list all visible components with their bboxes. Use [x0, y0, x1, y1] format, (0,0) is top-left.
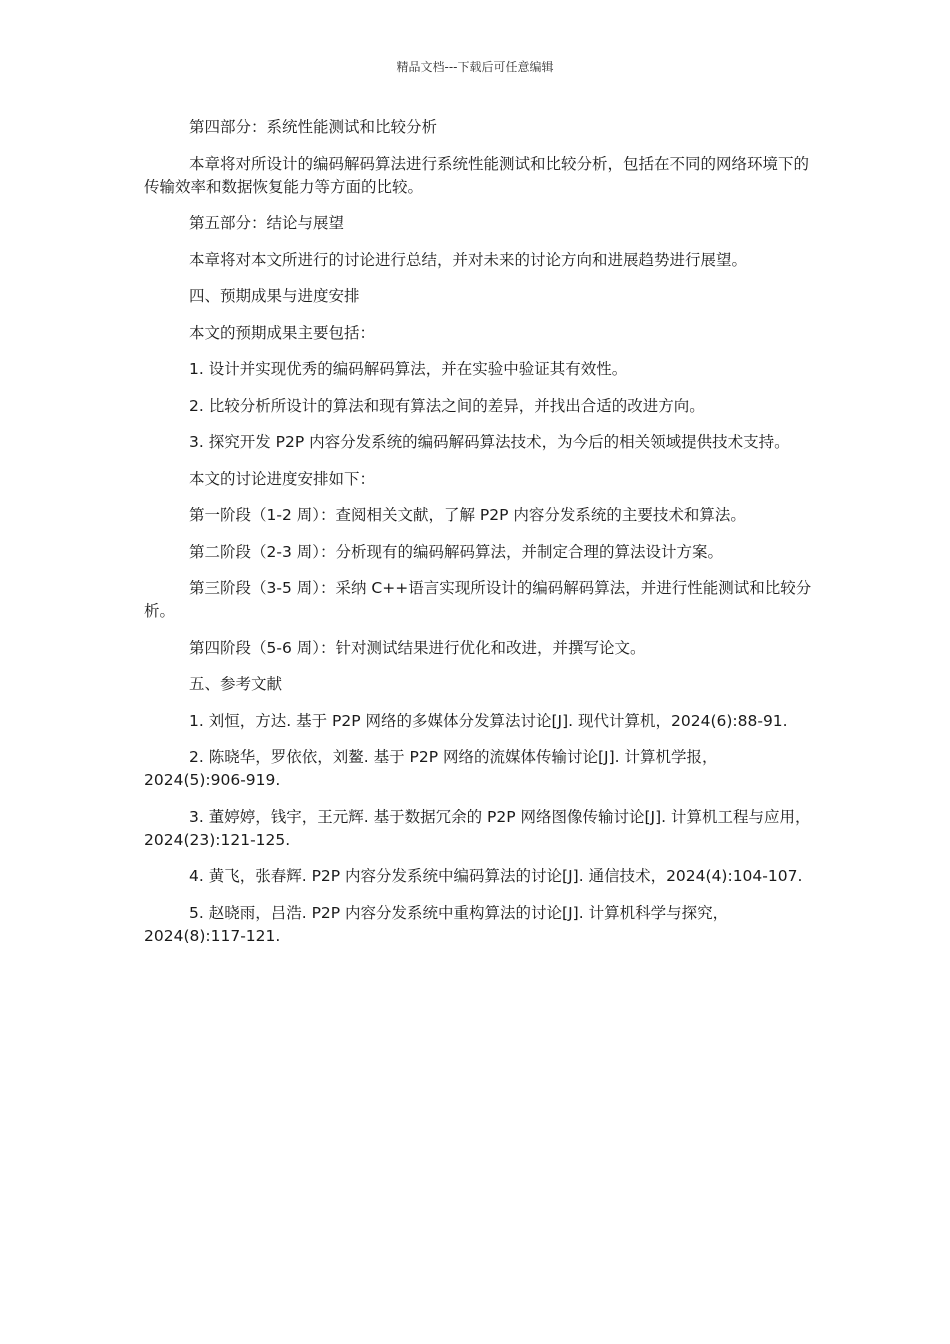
reference-item: 2. 陈晓华，罗依依，刘鳌. 基于 P2P 网络的流媒体传输讨论[J]. 计算机学报，2024(5):906-919.: [144, 748, 718, 789]
reference-item: 4. 黄飞，张春辉. P2P 内容分发系统中编码算法的讨论[J]. 通信技术，2024(4):104-107.: [189, 867, 803, 885]
list-item: 2. 比较分析所设计的算法和现有算法之间的差异，并找出合适的改进方向。: [189, 396, 705, 415]
list-item: 1. 设计并实现优秀的编码解码算法，并在实验中验证其有效性。: [189, 360, 628, 378]
schedule-item: 第三阶段（3-5 周）：采纳 C++语言实现所设计的编码解码算法，并进行性能测试和比较分析。: [144, 579, 812, 620]
schedule-item: 第四阶段（5-6 周）：针对测试结果进行优化和改进，并撰写论文。: [189, 638, 646, 657]
paragraph: 本章将对所设计的编码解码算法进行系统性能测试和比较分析，包括在不同的网络环境下的传输效率和数据恢复能力等方面的比较。: [144, 154, 810, 196]
reference-item: 5. 赵晓雨，吕浩. P2P 内容分发系统中重构算法的讨论[J]. 计算机科学与探究，2024(8):117-121.: [144, 903, 729, 945]
reference-item: 1. 刘恒，方达. 基于 P2P 网络的多媒体分发算法讨论[J]. 现代计算机，2024(6):88-91.: [189, 711, 788, 730]
schedule-item: 第二阶段（2-3 周）：分析现有的编码解码算法，并制定合理的算法设计方案。: [189, 542, 723, 561]
section-heading-references: 五、参考文献: [189, 675, 283, 693]
document-body: [144, 116, 816, 961]
section-heading-part-four: 第四部分：系统性能测试和比较分析: [189, 118, 438, 136]
paragraph: 本文的讨论进度安排如下：: [189, 469, 376, 488]
page-header: 精品文档---下载后可任意编辑: [396, 60, 554, 74]
paragraph: 本文的预期成果主要包括：: [189, 323, 376, 342]
schedule-item: 第一阶段（1-2 周）：查阅相关文献，了解 P2P 内容分发系统的主要技术和算法。: [189, 506, 746, 524]
section-heading-part-five: 第五部分：结论与展望: [189, 214, 345, 232]
paragraph: 本章将对本文所进行的讨论进行总结，并对未来的讨论方向和进展趋势进行展望。: [189, 250, 748, 269]
reference-item: 3. 董婷婷，钱宇，王元辉. 基于数据冗余的 P2P 网络图像传输讨论[J]. 计算机工程与应用，2024(23):121-125.: [144, 807, 811, 849]
list-item: 3. 探究开发 P2P 内容分发系统的编码解码算法技术，为今后的相关领域提供技术支持。: [189, 433, 790, 451]
section-heading-expected-results: 四、预期成果与进度安排: [189, 287, 360, 305]
